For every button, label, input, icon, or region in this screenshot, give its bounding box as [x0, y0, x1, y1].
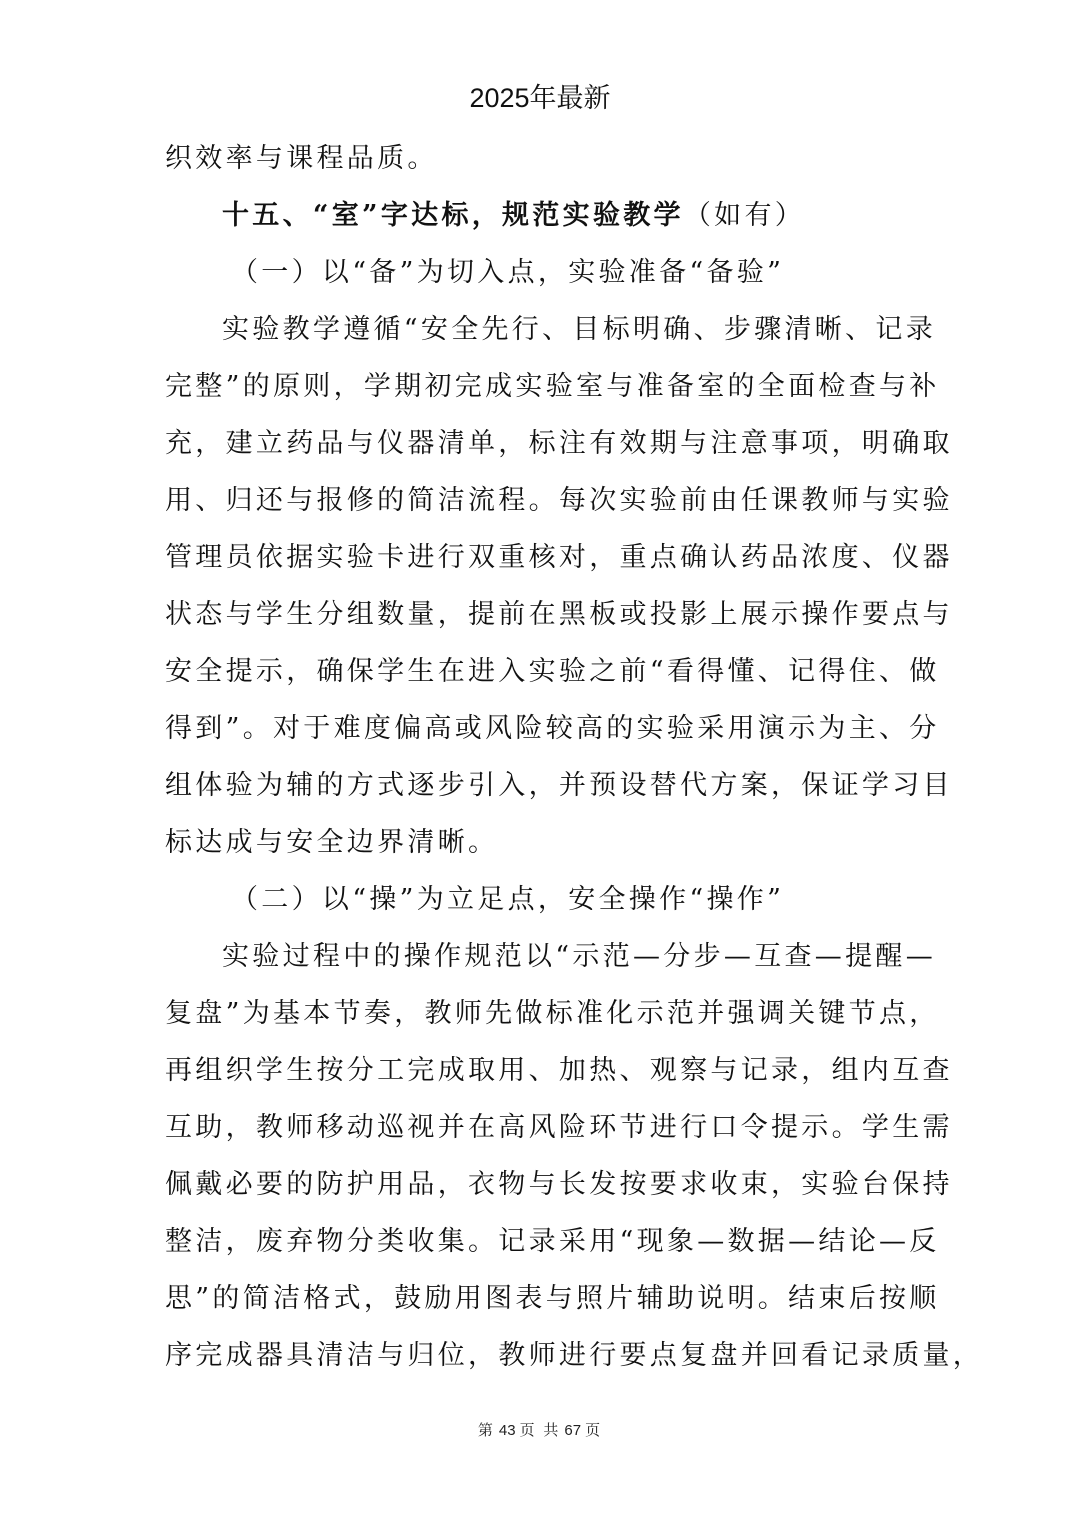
page-footer — [0, 1418, 1080, 1443]
paragraph-line: 整洁，废弃物分类收集。记录采用“现象—数据—结论—反 — [165, 1226, 940, 1257]
paragraph-line: 实验过程中的操作规范以“示范—分步—互查—提醒— — [222, 941, 937, 972]
paragraph-line: 互助，教师移动巡视并在高风险环节进行口令提示。学生需 — [165, 1112, 953, 1143]
section-heading-text: 十五、“室”字达标，规范实验教学 — [222, 200, 684, 231]
footer-prefix: 第 — [477, 1421, 495, 1439]
paragraph-line: 管理员依据实验卡进行双重核对，重点确认药品浓度、仪器 — [165, 542, 953, 573]
paragraph-line: 状态与学生分组数量，提前在黑板或投影上展示操作要点与 — [165, 599, 953, 630]
paragraph-line: 思”的简洁格式，鼓励用图表与照片辅助说明。结束后按顺 — [165, 1283, 940, 1314]
paragraph-line: 标达成与安全边界清晰。 — [165, 827, 499, 858]
subsection-heading-2: （二）以“操”为立足点，安全操作“操作” — [231, 884, 785, 915]
subsection-heading-1: （一）以“备”为切入点，实验准备“备验” — [231, 257, 785, 288]
paragraph-line: 再组织学生按分工完成取用、加热、观察与记录，组内互查 — [165, 1055, 953, 1086]
paragraph-line: 安全提示，确保学生在进入实验之前“看得懂、记得住、做 — [165, 656, 940, 687]
paragraph-line: 完整”的原则，学期初完成实验室与准备室的全面检查与补 — [165, 371, 940, 402]
paragraph-line: 用、归还与报修的简洁流程。每次实验前由任课教师与实验 — [165, 485, 953, 516]
paragraph-line: 得到”。对于难度偏高或风险较高的实验采用演示为主、分 — [165, 713, 940, 744]
section-heading-note: （如有） — [683, 200, 806, 231]
paragraph-line: 佩戴必要的防护用品，衣物与长发按要求收束，实验台保持 — [165, 1169, 953, 1200]
paragraph-line: 实验教学遵循“安全先行、目标明确、步骤清晰、记录 — [222, 314, 937, 345]
paragraph-line: 充，建立药品与仪器清单，标注有效期与注意事项，明确取 — [165, 428, 953, 459]
page-header-title: 2025年最新 — [469, 83, 611, 113]
paragraph-line: 组体验为辅的方式逐步引入，并预设替代方案，保证学习目 — [165, 770, 953, 801]
paragraph-line: 织效率与课程品质。 — [165, 143, 438, 174]
paragraph-line: 复盘”为基本节奏，教师先做标准化示范并强调关键节点， — [165, 998, 940, 1029]
document-body — [165, 130, 984, 1384]
section-heading — [165, 187, 917, 244]
footer-middle: 页 共 — [519, 1421, 561, 1439]
paragraph-line: 序完成器具清洁与归位，教师进行要点复盘并回看记录质量， — [165, 1340, 984, 1371]
footer-current-page: 43 — [498, 1422, 516, 1439]
footer-suffix: 页 — [585, 1421, 603, 1439]
footer-total-pages: 67 — [564, 1422, 582, 1439]
